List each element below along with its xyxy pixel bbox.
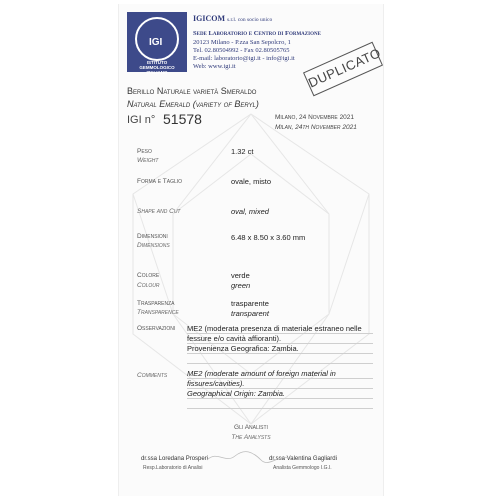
date-italian: Milano, 24 Novembre 2021 — [275, 114, 355, 121]
observations-label: Osservazioni — [137, 325, 176, 332]
colour-label-it: Colore — [137, 272, 160, 279]
weight-label-it: Peso — [137, 148, 152, 155]
igi-number: 51578 — [163, 111, 202, 127]
shape-value-en: oval, mixed — [231, 207, 269, 216]
rule-line — [187, 363, 373, 364]
igi-number-label: IGI n° — [127, 114, 156, 126]
observations-line-2: fessure e/o cavità affioranti). — [187, 334, 282, 343]
dimensions-value: 6.48 x 8.50 x 3.60 mm — [231, 233, 306, 242]
title-english: Natural Emerald (variety of Beryl) — [127, 99, 259, 109]
analyst-left-role: Resp.Laboratorio di Analisi — [143, 465, 203, 471]
colour-value-it: verde — [231, 271, 250, 280]
title-italian: Berillo Naturale varietà Smeraldo — [127, 86, 257, 96]
transparency-value-it: trasparente — [231, 299, 269, 308]
company-brand — [193, 14, 272, 23]
shape-label-en: Shape and Cut — [137, 208, 181, 215]
analyst-left-name: dr.ssa Loredana Prosperi — [141, 456, 209, 462]
analyst-right-name: dr.ssa Valentina Gagliardi — [269, 456, 337, 462]
weight-label-en: Weight — [137, 157, 159, 164]
comments-label: Comments — [137, 372, 168, 379]
rule-line — [187, 408, 373, 409]
comments-line-2: fissures/cavities). — [187, 379, 245, 388]
office-address: 20123 Milano - P.zza San Sepolcro, 1 — [193, 39, 291, 46]
logo-mark: IGI — [149, 37, 163, 48]
igi-logo — [127, 12, 187, 75]
office-phone: Tel. 02.80504992 - Fax 02.80505765 — [193, 47, 290, 54]
observations-line-1: ME2 (moderata presenza di materiale estraneo nelle — [187, 324, 362, 333]
dimensions-label-it: Dimensioni — [137, 233, 168, 240]
logo-caption: ISTITUTO GEMMOLOGICO ITALIANO — [139, 60, 175, 75]
analyst-right-role: Analista Gemmologo I.G.I. — [273, 465, 332, 471]
certificate-card — [118, 4, 384, 496]
office-web: Web: www.igi.it — [193, 63, 236, 70]
brand-suffix: s.r.l. con socio unico — [227, 17, 273, 23]
shape-value-it: ovale, misto — [231, 177, 272, 186]
shape-label-it: Forma e Taglio — [137, 178, 183, 185]
weight-value: 1.32 ct — [231, 147, 254, 156]
transparency-value-en: transparent — [231, 309, 269, 318]
comments-line-1: ME2 (moderate amount of foreign material in — [187, 369, 336, 378]
duplicate-stamp: DUPLICATO — [303, 42, 383, 97]
colour-label-en: Colour — [137, 282, 160, 289]
transparency-label-it: Trasparenza — [137, 300, 175, 307]
date-english: Milan, 24th November 2021 — [275, 124, 357, 131]
comments-line-3: Geographical Origin: Zambia. — [187, 389, 285, 398]
rule-line — [187, 353, 373, 354]
office-email: E-mail: laboratorio@igi.it - info@igi.it — [193, 55, 295, 62]
analysts-label-it: Gli Analisti — [234, 424, 268, 431]
brand-name: IGICOM — [193, 14, 225, 23]
colour-value-en: green — [231, 281, 251, 290]
office-name: Sede Laboratorio e Centro di Formazione — [193, 30, 321, 37]
signature-scribble — [203, 448, 293, 466]
rule-line — [187, 398, 373, 399]
analysts-label-en: The Analysts — [231, 434, 271, 441]
transparency-label-en: Transparence — [137, 309, 179, 316]
dimensions-label-en: Dimensions — [137, 242, 170, 249]
observations-line-3: Provenienza Geografica: Zambia. — [187, 344, 299, 353]
